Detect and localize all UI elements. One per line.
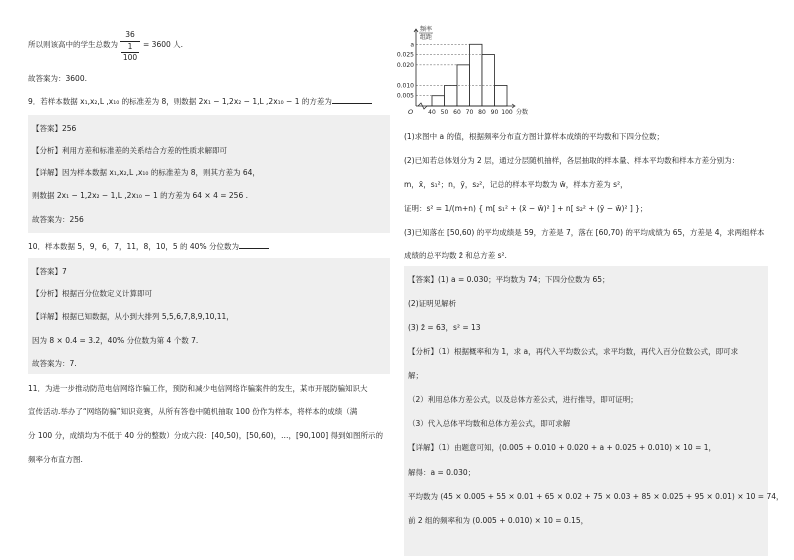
answer-blank xyxy=(239,240,269,249)
x-tick-label: 90 xyxy=(490,109,499,116)
text-line: 前 2 组的频率和为 (0.005 + 0.010) × 10 = 0.15， xyxy=(408,516,589,525)
analysis-label: 【分析】利用方差和标准差的关系结合方差的性质求解即可 xyxy=(32,146,227,155)
y-tick-label: a xyxy=(410,41,414,49)
origin-label: O xyxy=(408,108,414,116)
text-line: 所以则该高中的学生总数为 xyxy=(28,40,118,49)
analysis-label: 【分析】（1）根据概率和为 1，求 a，再代入平均数公式，求平均数，再代入百分位数公式，即可求 xyxy=(408,347,739,356)
answer-label: 【答案】7 xyxy=(32,267,67,276)
y-tick-label: 0.005 xyxy=(396,92,414,100)
text-line: = 3600 人. xyxy=(143,40,184,49)
histogram-bar xyxy=(470,44,483,106)
part-1-question: (1)求图中 a 的值，根据频率分布直方图计算样本成绩的平均数和下四分位数； xyxy=(404,132,664,141)
y-axis-label-top: 频率 xyxy=(419,26,433,33)
answer-label: 【答案】256 xyxy=(32,124,77,133)
detail-label: 【详解】根据已知数据，从小到大排列 5,5,6,7,8,9,10,11， xyxy=(32,312,234,321)
fraction-denominator-numerator: 1 xyxy=(127,42,133,51)
fraction-numerator: 36 xyxy=(125,30,135,39)
x-tick-label: 60 xyxy=(453,109,461,116)
histogram-bar xyxy=(445,85,458,106)
part-2-question: (2)已知若总体划分为 2 层，通过分层随机抽样，各层抽取的样本量、样本平均数和样本方差分别为： xyxy=(404,156,740,165)
text-line: 解； xyxy=(408,371,423,380)
question-11: 11．为进一步推动防范电信网络诈骗工作，预防和减少电信网络诈骗案件的发生，某市开展防骗知识大 xyxy=(28,384,368,393)
histogram-bar xyxy=(482,55,495,106)
x-axis-label: 分数 xyxy=(516,109,529,116)
text-line: （3）代入总体平均数和总体方差公式，即可求解 xyxy=(408,419,571,428)
proof-formula: 证明：s² = 1/(m+n) { m[ s₁² + (x̄ − w̄)² ] + n[ s₂² + (ȳ − w̄)² ] }； xyxy=(404,204,648,213)
answer-label: 【答案】(1) a = 0.030；平均数为 74；下四分位数为 65； xyxy=(408,275,610,284)
x-tick-label: 40 xyxy=(428,109,436,116)
histogram-bar xyxy=(432,96,445,106)
text-line: 故答案为：7. xyxy=(32,359,77,368)
y-axis-label-bottom: 组距 xyxy=(419,34,433,41)
text-line: 因为 8 × 0.4 = 3.2，40% 分位数为第 4 个数 7. xyxy=(32,336,199,345)
solution-box-right xyxy=(404,266,768,556)
text-line: 分 100 分，成绩均为不低于 40 分的整数）分成六段：[40,50)，[50,60)，…，[90,100] 得到如图所示的 xyxy=(28,431,384,440)
y-tick-label: 0.010 xyxy=(396,82,414,90)
text-line: 解得：a = 0.030； xyxy=(408,468,476,477)
question-9: 9．若样本数据 x₁,x₂,L ,x₁₀ 的标准差为 8，则数据 2x₁ − 1,2x₂ − 1,L ,2x₁₀ − 1 的方差为 xyxy=(28,95,372,107)
text-line: (2)证明见解析 xyxy=(408,299,457,308)
detail-label: 【详解】（1）由题意可知，(0.005 + 0.010 + 0.020 + a + 0.025 + 0.010) × 10 = 1， xyxy=(408,443,717,452)
x-tick-label: 70 xyxy=(465,109,474,116)
answer-blank xyxy=(332,95,372,104)
text-line: （2）利用总体方差公式，以及总体方差公式，进行推导，即可证明； xyxy=(408,395,638,404)
analysis-label: 【分析】根据百分位数定义计算即可 xyxy=(32,289,152,298)
text-line: 平均数为 (45 × 0.005 + 55 × 0.01 + 65 × 0.02 + 75 × 0.03 + 85 × 0.025 + 95 × 0.01) × 10 = 74， xyxy=(408,492,784,501)
detail-label: 【详解】因为样本数据 x₁,x₂,L ,x₁₀ 的标准差为 8，则其方差为 64， xyxy=(32,168,260,177)
y-tick-label: 0.020 xyxy=(396,61,414,69)
text-line: 故答案为：256 xyxy=(32,215,84,224)
x-tick-label: 100 xyxy=(501,109,513,116)
y-tick-label: 0.025 xyxy=(396,51,414,59)
text-line: 故答案为：3600. xyxy=(28,74,87,83)
question-10: 10．样本数据 5，9，6，7，11，8，10，5 的 40% 分位数为 xyxy=(28,240,269,252)
histogram-bar xyxy=(495,85,508,106)
x-tick-label: 80 xyxy=(478,109,486,116)
frequency-histogram xyxy=(396,24,546,124)
text-line: 频率分布直方图. xyxy=(28,455,83,464)
text-line: (3) z̄ = 63，s² = 13 xyxy=(408,323,481,332)
fraction-denominator-denominator: 100 xyxy=(122,53,138,62)
part-3-question: (3)已知落在 [50,60) 的平均成绩是 59，方差是 7，落在 [60,70) 的平均成绩为 65，方差是 4，求两组样本 xyxy=(404,228,765,237)
text-line: 成绩的总平均数 z̄ 和总方差 s². xyxy=(404,251,507,260)
text-line: m，x̄，s₁²；n，ȳ，s₂²，记总的样本平均数为 w̄，样本方差为 s²， xyxy=(404,180,628,189)
text-line: 则数据 2x₁ − 1,2x₂ − 1,L ,2x₁₀ − 1 的方差为 64 × 4 = 256 . xyxy=(32,191,248,200)
text-line: 宣传活动.举办了“网络防骗”知识竞赛，从所有答卷中随机抽取 100 份作为样本，将样本的成绩（满 xyxy=(28,407,358,416)
x-tick-label: 50 xyxy=(440,109,449,116)
